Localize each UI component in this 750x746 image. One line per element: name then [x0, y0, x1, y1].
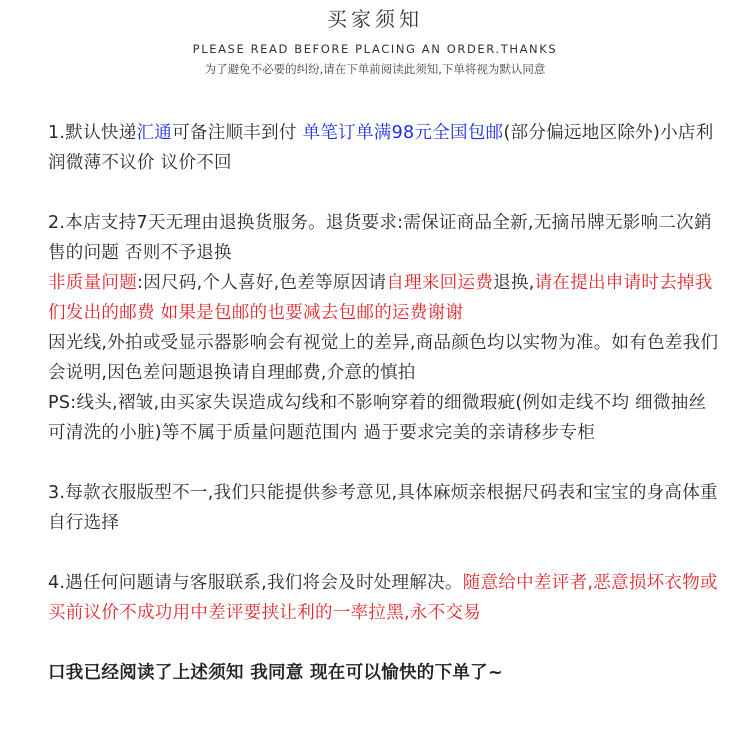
non-quality-issue-label: 非质量问题 [48, 273, 137, 293]
shipping-text-3: (部分偏远地区除外)小店利润微薄不议价 议价不回 [48, 123, 714, 173]
notice-item-returns [48, 208, 720, 448]
spacer [48, 448, 720, 478]
contact-text: 4.遇任何问题请与客服联系,我们将会及时处理解决。 [48, 573, 463, 593]
blacklist-warning: 随意给中差评者,恶意损坏衣物或买前议价不成功用中差评要挟让利的一率拉黑,永不交易 [48, 573, 718, 623]
notice-body [48, 118, 720, 688]
agreement-statement: 口我已经阅读了上述须知 我同意 现在可以愉快的下单了~ [48, 663, 503, 683]
notice-item-contact [48, 568, 720, 628]
self-pay-shipping-text: 自理来回运费 [386, 273, 494, 293]
spacer [48, 538, 720, 568]
shipping-text-1: 1.默认快递 [48, 123, 137, 143]
returns-reason-text: :因尺码,个人喜好,色差等原因请 [137, 273, 387, 293]
notice-item-shipping [48, 118, 720, 178]
returns-policy-text: 2.本店支持7天无理由退换货服务。退货要求:需保证商品全新,无摘吊牌无影响二次銷售的问题 否则不予退换 [48, 213, 712, 263]
notice-item-sizing: 3.每款衣服版型不一,我们只能提供参考意见,具体麻烦亲根据尺码表和宝宝的身高体重自行选择 [48, 483, 718, 533]
free-shipping-offer: 单笔订单满98元全国包邮 [302, 123, 504, 143]
shipping-deduction-text: 请在提出申请时去掉我们发出的邮费 如果是包邮的也要减去包邮的运费谢谢 [48, 273, 713, 323]
spacer [48, 628, 720, 658]
minor-flaws-text: PS:线头,褶皱,由买家失误造成勾线和不影响穿着的细微瑕疵(例如走线不均 细微抽丝 可清洗的小脏)等不属于质量问题范围内 過于要求完美的亲请移步专柜 [48, 393, 707, 443]
returns-exchange-text: 退换, [493, 273, 535, 293]
spacer [48, 178, 720, 208]
english-subtitle: PLEASE READ BEFORE PLACING AN ORDER.THANKS [192, 42, 558, 56]
page-title: 买家须知 [327, 7, 423, 31]
shipping-text-2: 可备注顺丰到付 [172, 123, 303, 143]
color-difference-text: 因光线,外拍或受显示器影响会有视觉上的差异,商品颜色均以实物为准。如有色差我们会说明,因色差问题退换请自理邮费,介意的慎拍 [48, 333, 719, 383]
courier-name: 汇通 [136, 123, 173, 143]
chinese-subtitle: 为了避免不必要的纠纷,请在下单前阅读此须知,下单将视为默认同意 [204, 62, 546, 76]
